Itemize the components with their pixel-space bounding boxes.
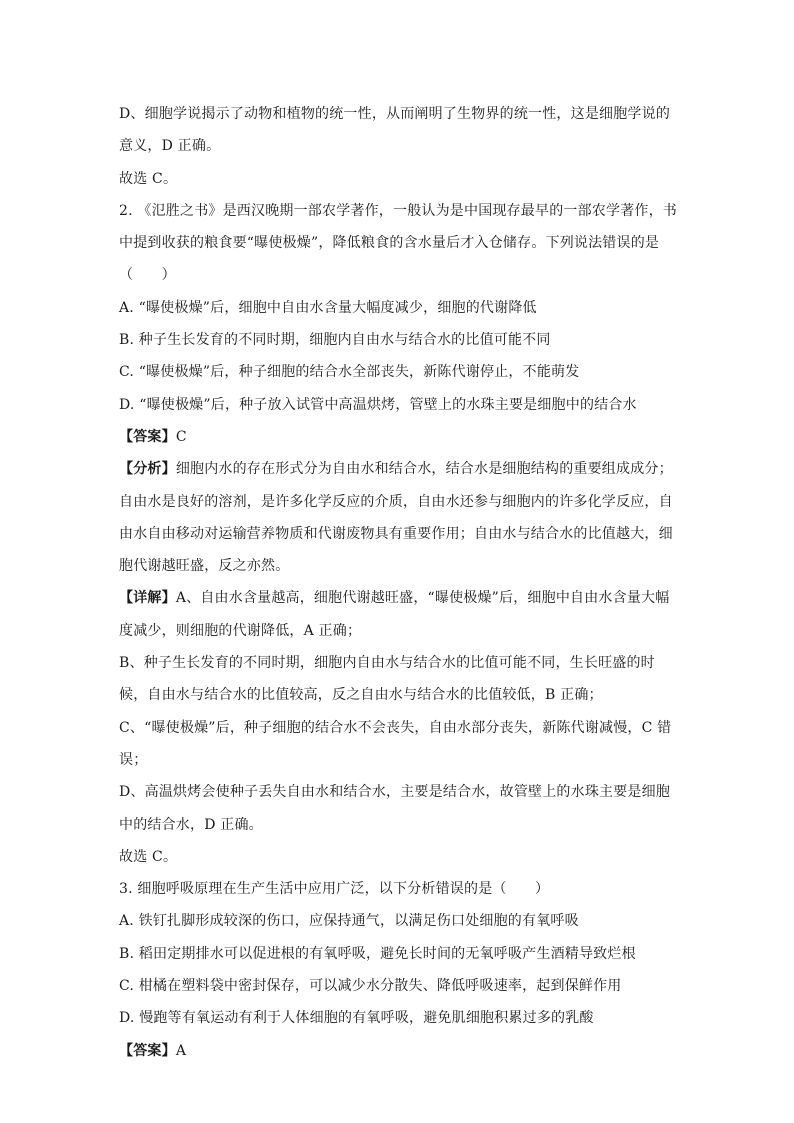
question-2-stem: 中提到收获的粮食要“曝使极燥”，降低粮食的含水量后才入仓储存。下列说法错误的是 [119, 235, 660, 252]
analysis-label: 【分析】 [119, 461, 176, 478]
option-b: B. 种子生长发育的不同时期，细胞内自由水与结合水的比值可能不同 [119, 332, 551, 349]
answer-value: C [175, 428, 187, 445]
document-body [119, 98, 679, 1067]
analysis-text: 由水自由移动对运输营养物质和代谢废物具有重要作用；自由水与结合水的比值越大，细 [119, 525, 673, 542]
option-b: B. 稻田定期排水可以促进根的有氧呼吸，避免长时间的无氧呼吸产生酒精导致烂根 [119, 945, 636, 962]
option-a: A. “曝使极燥”后，细胞中自由水含量大幅度减少，细胞的代谢降低 [119, 299, 537, 316]
option-c: C. “曝使极燥”后，种子细胞的结合水全部丧失，新陈代谢停止，不能萌发 [119, 364, 580, 381]
analysis-line [119, 453, 679, 485]
option-c: C. 柑橘在塑料袋中密封保存，可以减少水分散失、降低呼吸速率，起到保鲜作用 [119, 978, 622, 995]
detail-text: 中的结合水，D 正确。 [119, 816, 263, 833]
question-2-stem: 2. 《氾胜之书》是西汉晚期一部农学著作，一般认为是中国现存最早的一部农学著作，书 [119, 202, 678, 219]
detail-text: C、“曝使极燥”后，种子细胞的结合水不会丧失，自由水部分丧失，新陈代谢减慢，C 错 [119, 719, 672, 736]
answer-value: A [175, 1042, 187, 1059]
detail-text: D、高温烘烤会使种子丢失自由水和结合水，主要是结合水，故管壁上的水珠主要是细胞 [119, 784, 671, 801]
option-d: D. “曝使极燥”后，种子放入试管中高温烘烤，管壁上的水珠主要是细胞中的结合水 [119, 396, 637, 413]
detail-text: 误； [119, 751, 148, 768]
answer-line [119, 1035, 679, 1067]
detail-label: 【详解】 [119, 590, 176, 607]
question-3-stem: 3. 细胞呼吸原理在生产生活中应用广泛，以下分析错误的是（ ） [119, 881, 550, 898]
answer-line [119, 421, 679, 453]
analysis-text: 胞代谢越旺盛，反之亦然。 [119, 558, 290, 575]
option-d: D. 慢跑等有氧运动有利于人体细胞的有氧呼吸，避免肌细胞积累过多的乳酸 [119, 1010, 594, 1027]
answer-label: 【答案】 [119, 428, 176, 445]
conclusion: 故选 C。 [119, 848, 178, 865]
analysis-text: 细胞内水的存在形式分为自由水和结合水，结合水是细胞结构的重要组成成分； [175, 461, 673, 478]
detail-text: 候，自由水与结合水的比值较高，反之自由水与结合水的比值较低，B 正确； [119, 687, 603, 704]
answer-blank: （ ） [119, 267, 176, 284]
detail-text: B、种子生长发育的不同时期，细胞内自由水与结合水的比值可能不同，生长旺盛的时 [119, 655, 655, 672]
detail-line [119, 582, 679, 614]
detail-text: 度减少，则细胞的代谢降低，A 正确； [119, 622, 362, 639]
answer-label: 【答案】 [119, 1042, 176, 1059]
analysis-text: 自由水是良好的溶剂，是许多化学反应的介质，自由水还参与细胞内的许多化学反应，自 [119, 493, 673, 510]
text-line: 故选 C。 [119, 170, 178, 187]
text-line: 意义，D 正确。 [119, 138, 221, 155]
option-a: A. 铁钉扎脚形成较深的伤口，应保持通气，以满足伤口处细胞的有氧呼吸 [119, 913, 579, 930]
detail-text: A、自由水含量越高，细胞代谢越旺盛，“曝使极燥”后，细胞中自由水含量大幅 [175, 590, 670, 607]
text-line: D、细胞学说揭示了动物和植物的统一性，从而阐明了生物界的统一性，这是细胞学说的 [119, 106, 671, 122]
